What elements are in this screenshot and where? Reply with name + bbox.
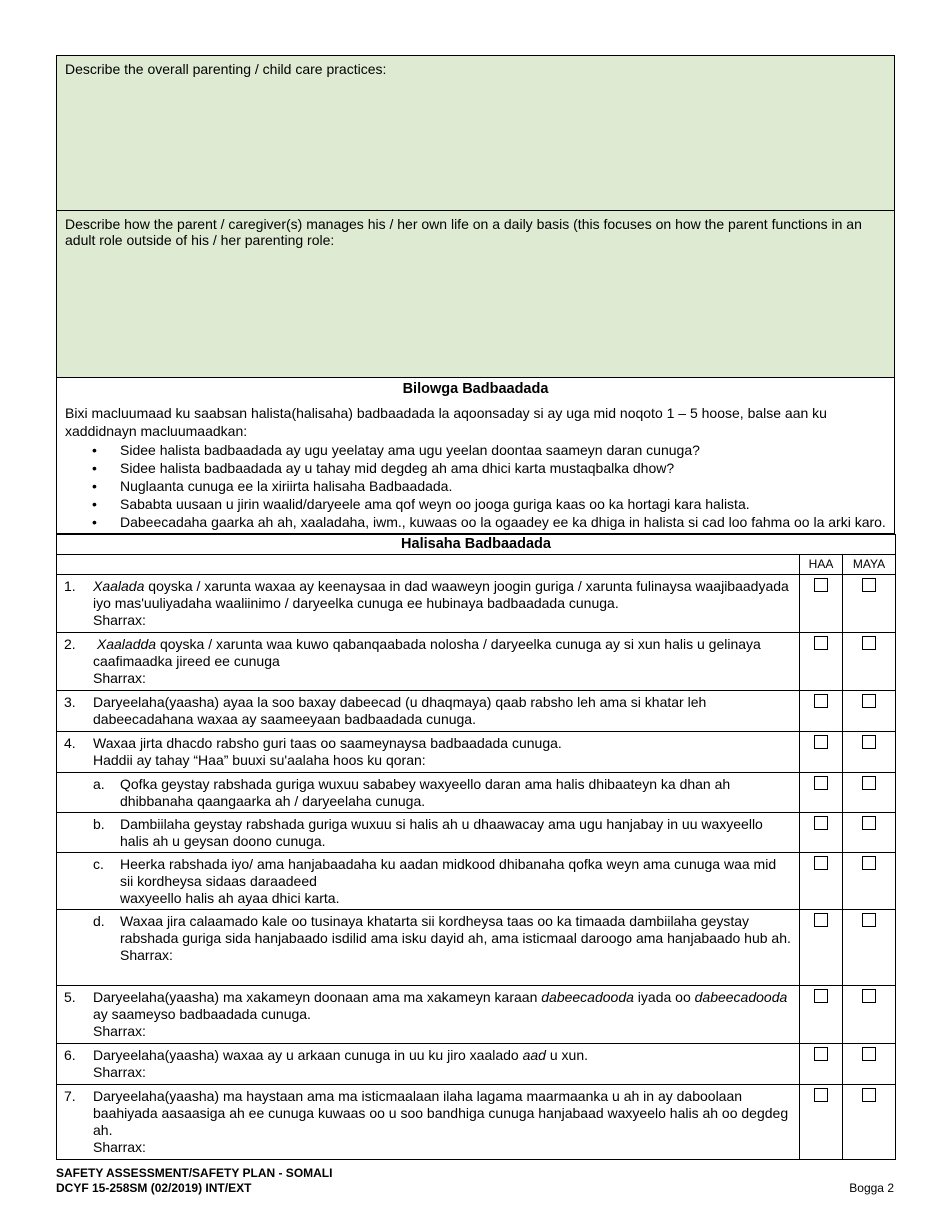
- form-page: [56, 55, 895, 1160]
- no-checkbox[interactable]: [862, 1047, 876, 1061]
- item-emphasis: Xaalada: [93, 578, 145, 594]
- sub-item-letter: a.: [93, 776, 105, 792]
- sharrax-label: Sharrax:: [93, 1139, 146, 1155]
- guide-intro: Bixi macluumaad ku saabsan halista(halisaha) badbaadada la aqoonsaday si ay uga mid noqoto 1 – 5 hoose, balse aan ku xaddidnayn macluumaadkan:: [65, 405, 827, 439]
- item-text: Daryeelaha(yaasha) ma haystaan ama ma isticmaalaan ilaha lagama maarmaanka u ah in ay daboolaan baahiyada aasaasiga ah ee cunuga kuwaas oo u soo bandhiga cunuga hanjabaad waxyeelo halis ah oo degdeg ah.: [93, 1088, 789, 1138]
- item-number: 3.: [64, 694, 76, 710]
- yes-checkbox[interactable]: [814, 856, 828, 870]
- parenting-practices-label: Describe the overall parenting / child care practices:: [65, 61, 387, 77]
- sub-item-text: Qofka geystay rabshada guriga wuxuu sababey waxyeello daran ama halis dhibaateyn ka dhan ah dhibbanaha qaangaarka ah / daryeelaha cunuga.: [120, 776, 731, 809]
- item-text: Daryeelaha(yaasha) waxaa ay u arkaan cunuga in uu ku jiro xaalado: [93, 1047, 523, 1063]
- table-row: [57, 575, 800, 633]
- item-number: 4.: [64, 735, 76, 751]
- sharrax-label: Sharrax:: [93, 670, 146, 686]
- column-header-no: MAYA: [843, 555, 896, 575]
- safety-guide: [56, 378, 895, 534]
- table-row: [57, 732, 800, 773]
- table-row: [57, 910, 800, 986]
- sharrax-label: Sharrax:: [93, 612, 146, 628]
- daily-life-section[interactable]: [56, 211, 895, 378]
- sub-item-text: Waxaa jira calaamado kale oo tusinaya khatarta sii kordheysa taas oo ka timaada dambiilaha geystay rabshada guriga sida hanjabaado isdilid ama isku dayid ah, ama isticmaal daroogo ama hanjabaado hub ah.: [120, 913, 791, 946]
- table-row: [57, 986, 800, 1044]
- no-checkbox[interactable]: [862, 578, 876, 592]
- item-emphasis: Xaaladda: [96, 636, 157, 652]
- sub-item-letter: b.: [93, 816, 105, 832]
- table-row: [57, 813, 800, 853]
- no-checkbox[interactable]: [862, 776, 876, 790]
- yes-checkbox[interactable]: [814, 989, 828, 1003]
- no-checkbox[interactable]: [862, 816, 876, 830]
- guide-bullet: • Sidee halista badbaadada ay u tahay mid degdeg ah ama dhici karta mustaqbalka dhow?: [120, 459, 886, 477]
- item-number: 6.: [64, 1047, 76, 1063]
- item-text: iyada oo: [633, 989, 695, 1005]
- item-text-followup: Haddii ay tahay “Haa” buuxi su'aalaha hoos ku qoran:: [93, 752, 426, 768]
- sharrax-label: Sharrax:: [93, 1023, 146, 1039]
- column-header-yes: HAA: [800, 555, 843, 575]
- safety-threats-table: [56, 534, 896, 1160]
- form-code: DCYF 15-258SM (02/2019) INT/EXT: [56, 1181, 252, 1195]
- no-checkbox[interactable]: [862, 636, 876, 650]
- guide-bullet-list: [65, 441, 886, 531]
- form-footer: [56, 1166, 332, 1196]
- yes-checkbox[interactable]: [814, 816, 828, 830]
- item-text: Daryeelaha(yaasha) ma xakameyn doonaan ama ma xakameyn karaan: [93, 989, 542, 1005]
- item-emphasis: dabeecadooda: [541, 989, 634, 1005]
- table-title: Halisaha Badbaadada: [57, 535, 896, 555]
- item-text: u xun.: [545, 1047, 588, 1063]
- sub-item-letter: c.: [93, 856, 104, 872]
- table-row: [57, 853, 800, 910]
- item-number: 7.: [64, 1088, 76, 1104]
- no-checkbox[interactable]: [862, 989, 876, 1003]
- item-text: ay saameyso badbaadada cunuga.: [93, 1006, 311, 1022]
- no-checkbox[interactable]: [862, 694, 876, 708]
- sub-item-letter: d.: [93, 913, 105, 929]
- yes-checkbox[interactable]: [814, 735, 828, 749]
- sub-item-text-continued: waxyeello halis ah ayaa dhici karta.: [120, 890, 340, 906]
- no-checkbox[interactable]: [862, 1088, 876, 1102]
- table-row: [57, 633, 800, 691]
- page-number: Bogga 2: [849, 1181, 894, 1195]
- sub-item-text: Heerka rabshada iyo/ ama hanjabaadaha ku aadan midkood dhibanaha qofka weyn ama cunuga waa mid sii kordheysa sidaas daraadeed: [120, 856, 777, 889]
- yes-checkbox[interactable]: [814, 1088, 828, 1102]
- guide-bullet: • Sababta uusaan u jirin waalid/daryeele ama qof weyn oo jooga guriga kaas oo ka hortagi kara halista.: [120, 495, 886, 513]
- no-checkbox[interactable]: [862, 856, 876, 870]
- yes-checkbox[interactable]: [814, 578, 828, 592]
- guide-bullet: • Dabeecadaha gaarka ah ah, xaaladaha, iwm., kuwaas oo la ogaadey ee ka dhiga in halista si cad loo fahma oo la arki karo.: [120, 513, 886, 531]
- form-title: SAFETY ASSESSMENT/SAFETY PLAN - SOMALI: [56, 1166, 333, 1180]
- sharrax-label: Sharrax:: [120, 947, 173, 963]
- parenting-practices-section[interactable]: [56, 55, 895, 211]
- yes-checkbox[interactable]: [814, 913, 828, 927]
- sharrax-label: Sharrax:: [93, 1064, 146, 1080]
- no-checkbox[interactable]: [862, 735, 876, 749]
- daily-life-label: Describe how the parent / caregiver(s) manages his / her own life on a daily basis (this focuses on how the parent functions in an adult role outside of his / her parenting role:: [65, 216, 862, 248]
- item-text: qoyska / xarunta waa kuwo qabanqaabada nolosha / daryeelka cunuga ay si xun halis u gelinaya caafimaadka jireed ee cunuga: [93, 636, 761, 669]
- table-row: [57, 1085, 800, 1160]
- item-emphasis: aad: [522, 1047, 546, 1063]
- yes-checkbox[interactable]: [814, 776, 828, 790]
- yes-checkbox[interactable]: [814, 1047, 828, 1061]
- item-text: qoyska / xarunta waxaa ay keenaysaa in dad waaweyn joogin guriga / xarunta fulinaysa waajibaadyada iyo mas'uuliyadaha waaliinimo / daryeelka cunuga ee hubinaya badbaadada cunuga.: [93, 578, 789, 611]
- yes-checkbox[interactable]: [814, 636, 828, 650]
- guide-bullet: • Nuglaanta cunuga ee la xiriirta halisaha Badbaadada.: [120, 477, 886, 495]
- item-number: 2.: [64, 636, 76, 652]
- no-checkbox[interactable]: [862, 913, 876, 927]
- yes-checkbox[interactable]: [814, 694, 828, 708]
- guide-bullet: • Sidee halista badbaadada ay ugu yeelatay ama ugu yeelan doontaa saameyn daran cunuga?: [120, 441, 886, 459]
- guide-title: Bilowga Badbaadada: [402, 381, 549, 397]
- table-row: [57, 1044, 800, 1085]
- item-number: 5.: [64, 989, 76, 1005]
- item-emphasis: dabeecadooda: [694, 989, 788, 1005]
- table-row: [57, 691, 800, 732]
- item-text: Daryeelaha(yaasha) ayaa la soo baxay dabeecad (u dhaqmaya) qaab rabsho leh ama si khatar leh dabeecadahana waxaa ay saameeyaan badbaadada cunuga.: [93, 694, 707, 727]
- table-row: [57, 773, 800, 813]
- item-text: Waxaa jirta dhacdo rabsho guri taas oo saameynaysa badbaadada cunuga.: [93, 735, 562, 751]
- item-number: 1.: [64, 578, 76, 594]
- sub-item-text: Dambiilaha geystay rabshada guriga wuxuu si halis ah u dhaawacay ama ugu hanjabay in uu waxyeello halis ah u geysan doono cunuga.: [120, 816, 763, 849]
